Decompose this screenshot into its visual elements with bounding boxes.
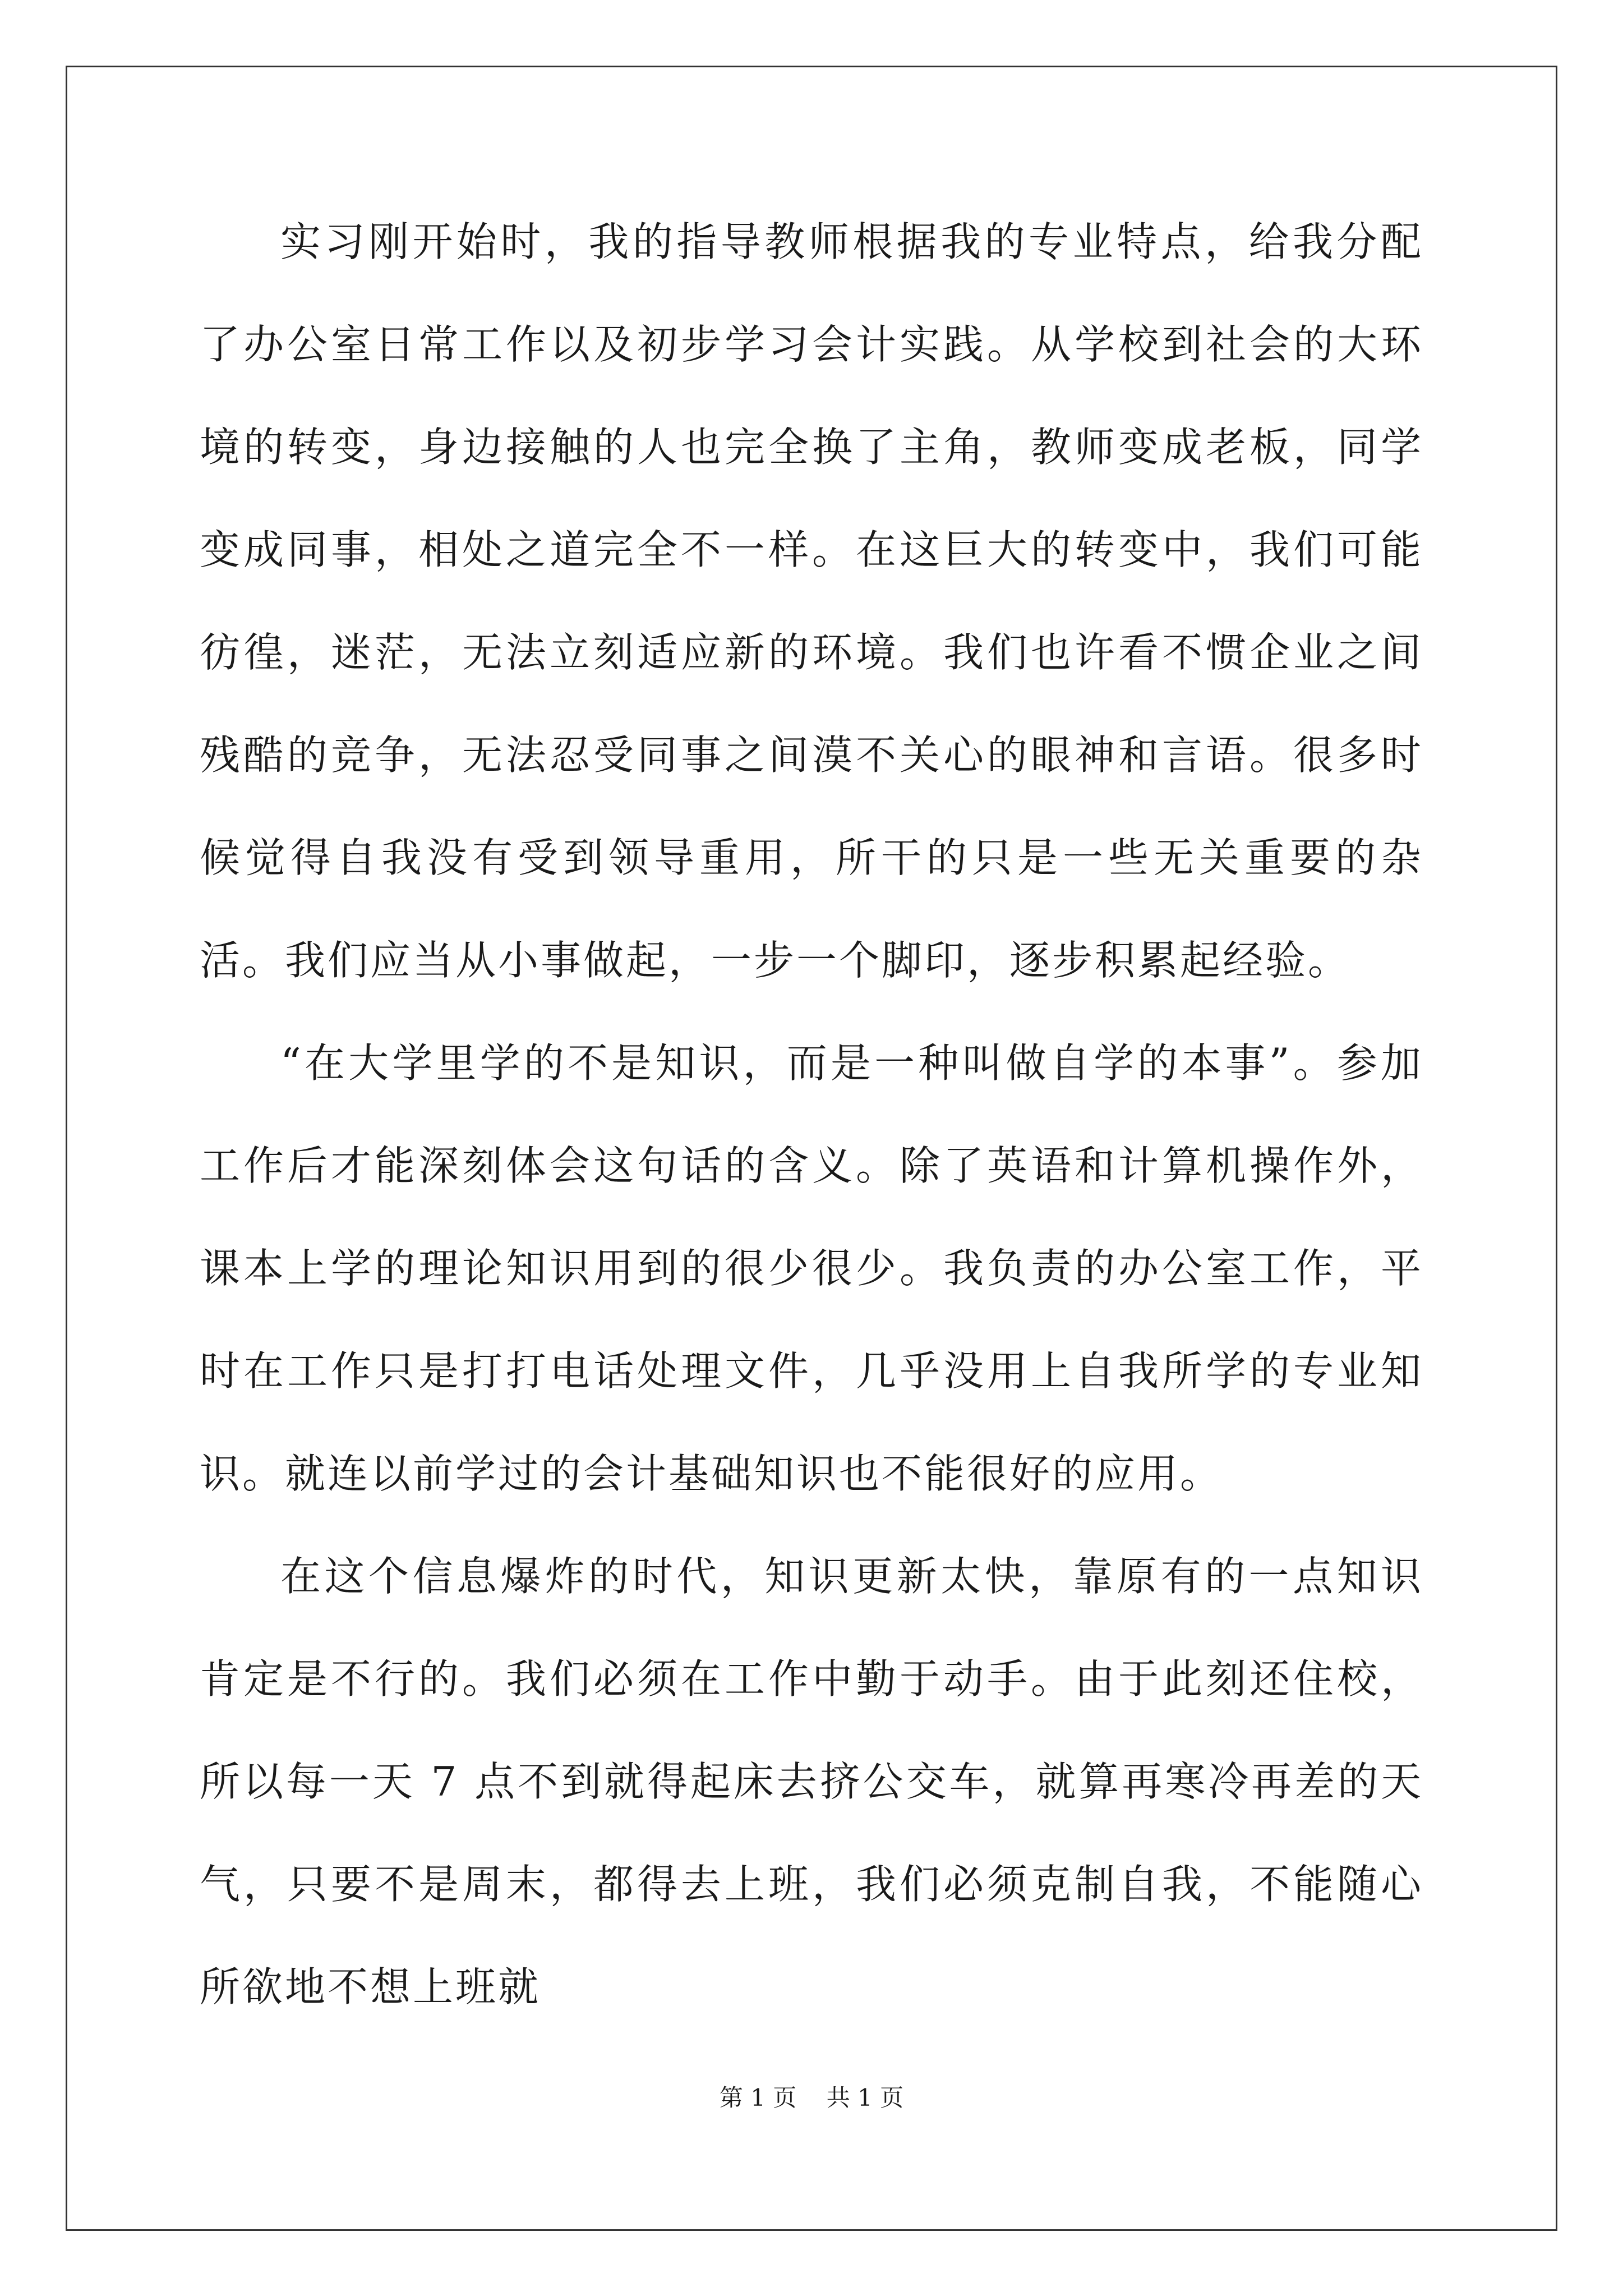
document-body bbox=[200, 191, 1423, 2039]
paragraph-3: 在这个信息爆炸的时代，知识更新太快，靠原有的一点知识肯定是不行的。我们必须在工作中勤于动手。由于此刻还住校，所以每一天 7 点不到就得起床去挤公交车，就算再寒冷再差的天气，只要不是周末，都得去上班，我们必须克制自我，不能随心所欲地不想上班就 bbox=[200, 1553, 1423, 2010]
paragraph-2: “在大学里学的不是知识，而是一种叫做自学的本事”。参加工作后才能深刻体会这句话的含义。除了英语和计算机操作外，课本上学的理论知识用到的很少很少。我负责的办公室工作，平时在工作只是打打电话处理文件，几乎没用上自我所学的专业知识。就连以前学过的会计基础知识也不能很好的应用。 bbox=[200, 1039, 1423, 1497]
paragraph-1: 实习刚开始时，我的指导教师根据我的专业特点，给我分配了办公室日常工作以及初步学习会计实践。从学校到社会的大环境的转变，身边接触的人也完全换了主角，教师变成老板，同学变成同事，相处之道完全不一样。在这巨大的转变中，我们可能彷徨，迷茫，无法立刻适应新的环境。我们也许看不惯企业之间残酷的竞争，无法忍受同事之间漠不关心的眼神和言语。很多时候觉得自我没有受到领导重用，所干的只是一些无关重要的杂活。我们应当从小事做起，一步一个脚印，逐步积累起经验。 bbox=[200, 218, 1423, 984]
page-number-footer: 第 1 页 共 1 页 bbox=[719, 2084, 904, 2111]
